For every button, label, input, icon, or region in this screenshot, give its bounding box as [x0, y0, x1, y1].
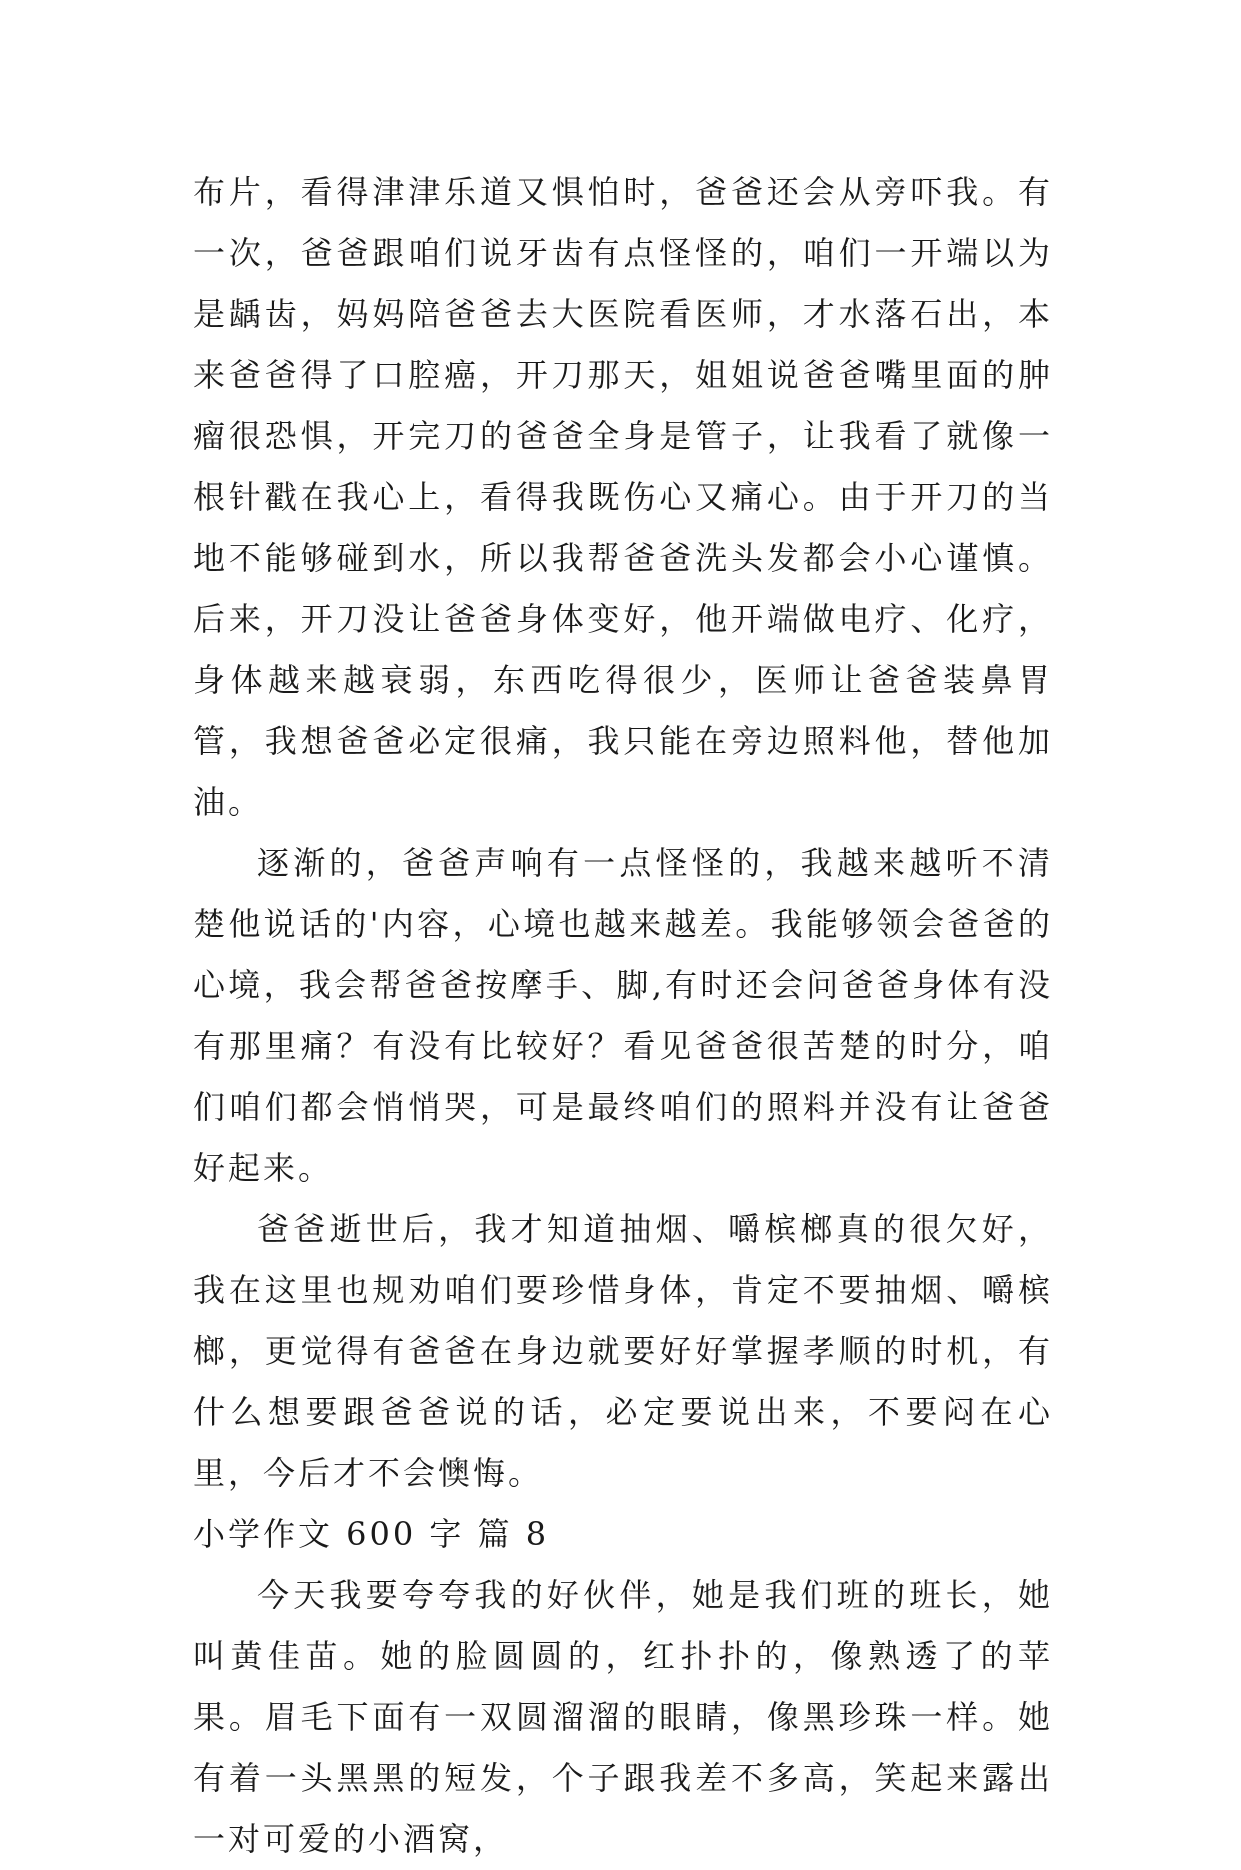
document-body [193, 162, 1053, 1870]
paragraph-2: 逐渐的，爸爸声响有一点怪怪的，我越来越听不清楚他说话的'内容，心境也越来越差。我能够领会爸爸的心境，我会帮爸爸按摩手、脚,有时还会问爸爸身体有没有那里痛？有没有比较好？看见爸爸很苦楚的时分，咱们咱们都会悄悄哭，可是最终咱们的照料并没有让爸爸好起来。 [193, 844, 1053, 1187]
paragraph-4: 今天我要夸夸我的好伙伴，她是我们班的班长，她叫黄佳苗。她的脸圆圆的，红扑扑的，像熟透了的苹果。眉毛下面有一双圆溜溜的眼睛，像黑珍珠一样。她有着一头黑黑的短发，个子跟我差不多高，笑起来露出一对可爱的小酒窝， [193, 1576, 1053, 1858]
paragraph-1: 布片，看得津津乐道又惧怕时，爸爸还会从旁吓我。有一次，爸爸跟咱们说牙齿有点怪怪的，咱们一开端以为是龋齿，妈妈陪爸爸去大医院看医师，才水落石出，本来爸爸得了口腔癌，开刀那天，姐姐说爸爸嘴里面的肿瘤很恐惧，开完刀的爸爸全身是管子，让我看了就像一根针戳在我心上，看得我既伤心又痛心。由于开刀的当地不能够碰到水，所以我帮爸爸洗头发都会小心谨慎。后来，开刀没让爸爸身体变好，他开端做电疗、化疗，身体越来越衰弱，东西吃得很少，医师让爸爸装鼻胃管，我想爸爸必定很痛，我只能在旁边照料他，替他加油。 [193, 173, 1053, 821]
paragraph-3: 爸爸逝世后，我才知道抽烟、嚼槟榔真的很欠好，我在这里也规劝咱们要珍惜身体，肯定不要抽烟、嚼槟榔，更觉得有爸爸在身边就要好好掌握孝顺的时机，有什么想要跟爸爸说的话，必定要说出来，不要闷在心里，今后才不会懊悔。 [193, 1210, 1053, 1492]
section-heading: 小学作文 600 字 篇 8 [193, 1515, 550, 1553]
